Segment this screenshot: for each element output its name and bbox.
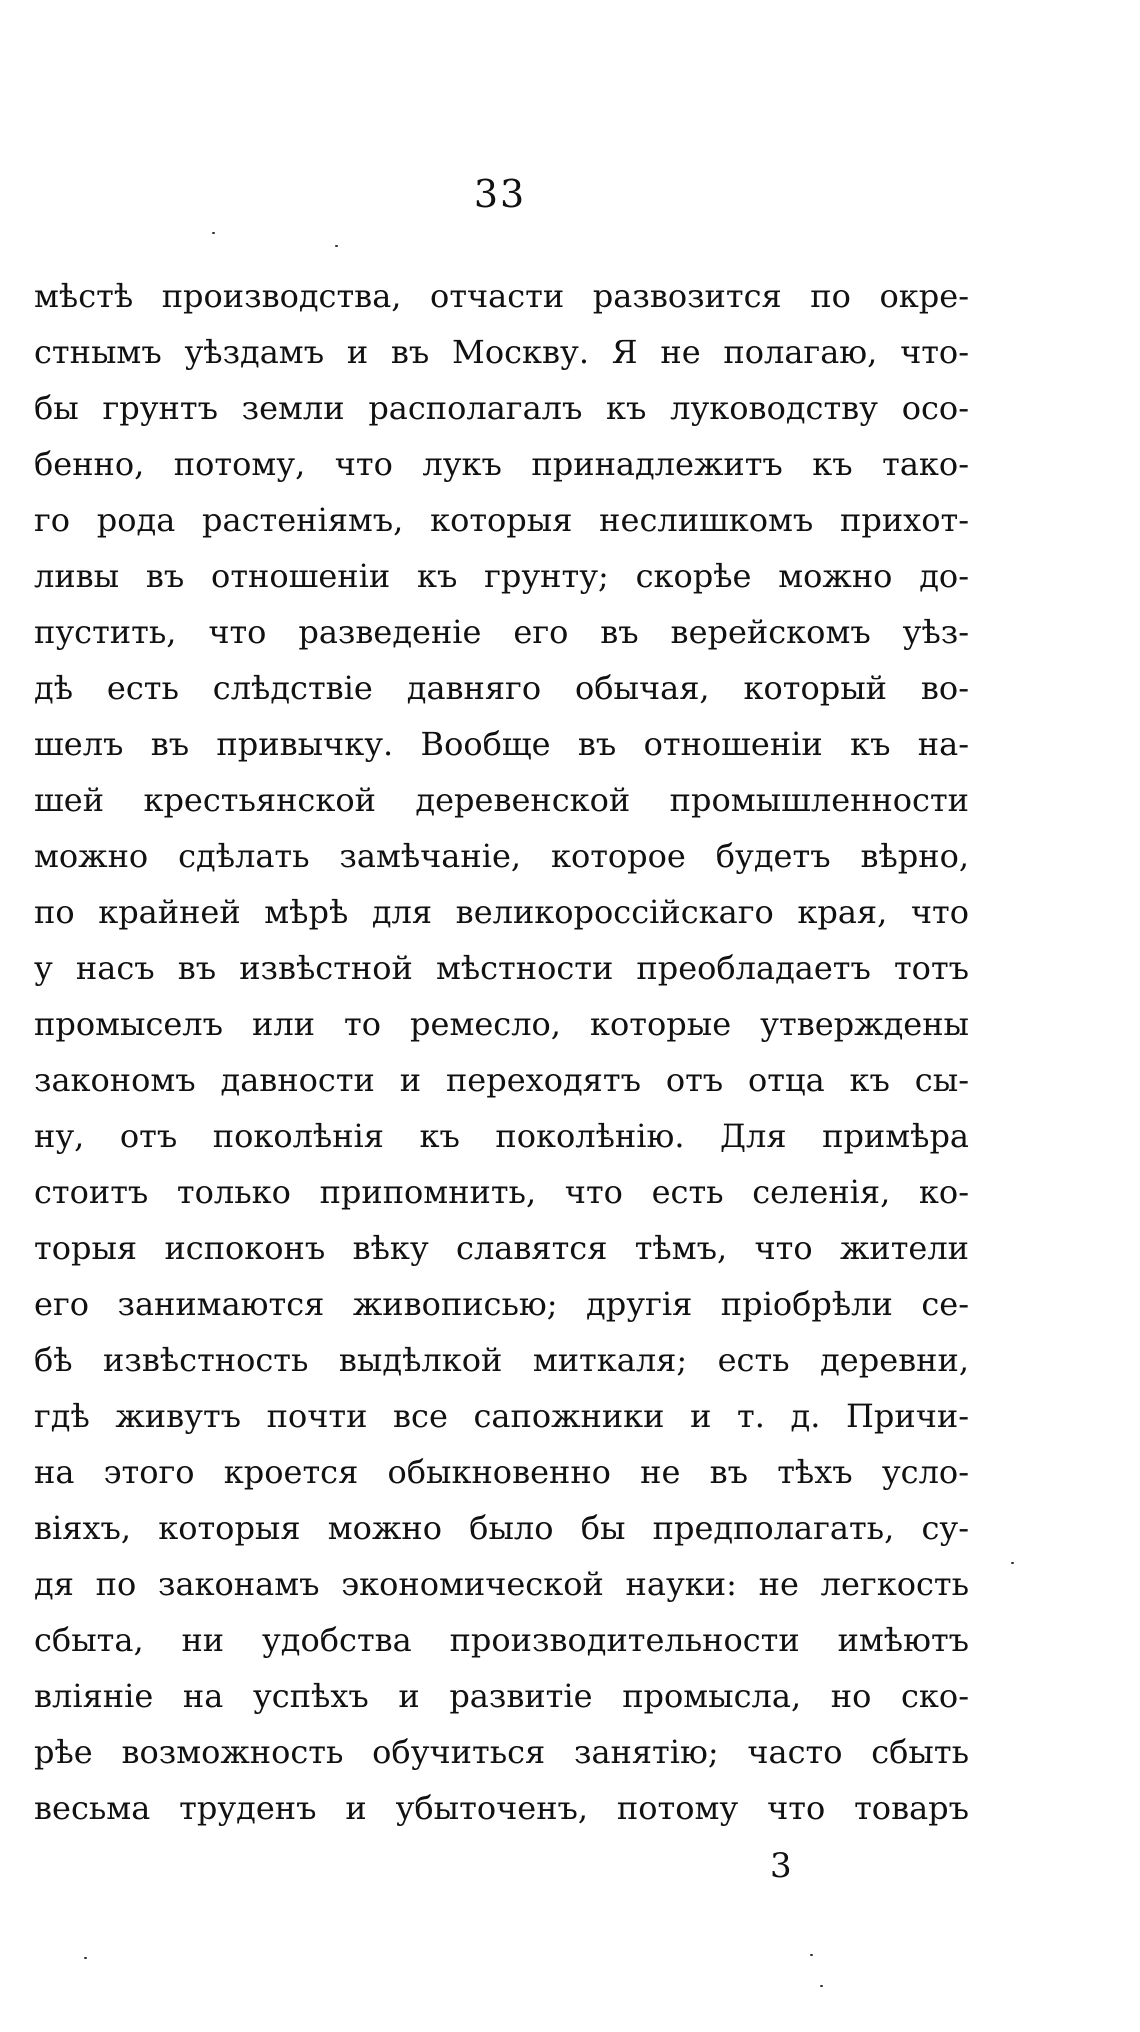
text-line: торыя испоконъ вѣку славятся тѣмъ, что жители: [34, 1229, 969, 1267]
text-line: мѣстѣ производства, отчасти развозится по окре-: [34, 277, 969, 315]
text-line: шелъ въ привычку. Вообще въ отношеніи къ на-: [34, 725, 969, 763]
scan-speck: [212, 232, 215, 234]
text-line: ливы въ отношеніи къ грунту; скорѣе можно до-: [34, 557, 969, 595]
text-line: стнымъ уѣздамъ и въ Москву. Я не полагаю, что-: [34, 333, 969, 371]
text-line: шей крестьянской деревенской промышленности: [34, 781, 969, 819]
signature-mark: 3: [770, 1846, 792, 1886]
text-line: віяхъ, которыя можно было бы предполагать, су-: [34, 1509, 969, 1547]
text-line: пустить, что разведеніе его въ верейскомъ уѣз-: [34, 613, 969, 651]
text-line: ну, отъ поколѣнія къ поколѣнію. Для примѣра: [34, 1117, 969, 1155]
text-line: его занимаются живописью; другія пріобрѣли се-: [34, 1285, 969, 1323]
scan-speck: [820, 1985, 823, 1987]
text-line: у насъ въ извѣстной мѣстности преобладаетъ тотъ: [34, 949, 969, 987]
text-line: сбыта, ни удобства производительности имѣютъ: [34, 1621, 969, 1659]
text-line: рѣе возможность обучиться занятію; часто сбыть: [34, 1733, 969, 1771]
text-line: промыселъ или то ремесло, которые утверждены: [34, 1005, 969, 1043]
text-line: весьма труденъ и убыточенъ, потому что товаръ: [34, 1789, 969, 1827]
scan-speck: [84, 1957, 87, 1959]
text-line: дѣ есть слѣдствіе давняго обычая, который во-: [34, 669, 969, 707]
body-text: [34, 268, 969, 1836]
scan-speck: [335, 245, 338, 247]
text-line: вліяніе на успѣхъ и развитіе промысла, но ско-: [34, 1677, 969, 1715]
text-line: можно сдѣлать замѣчаніе, которое будетъ вѣрно,: [34, 837, 969, 875]
page-number: 33: [473, 172, 527, 216]
scan-speck: [810, 1954, 813, 1956]
text-line: по крайней мѣрѣ для великороссійскаго края, что: [34, 893, 969, 931]
text-line: на этого кроется обыкновенно не въ тѣхъ усло-: [34, 1453, 969, 1491]
text-line: бѣ извѣстность выдѣлкой миткаля; есть деревни,: [34, 1341, 969, 1379]
text-line: дя по законамъ экономической науки: не легкость: [34, 1565, 969, 1603]
scan-speck: [1011, 1562, 1014, 1564]
text-line: го рода растеніямъ, которыя неслишкомъ прихот-: [34, 501, 969, 539]
text-line: стоитъ только припомнить, что есть селенія, ко-: [34, 1173, 969, 1211]
text-line: гдѣ живутъ почти все сапожники и т. д. Причи-: [34, 1397, 969, 1435]
text-line: бенно, потому, что лукъ принадлежитъ къ тако-: [34, 445, 969, 483]
text-line: закономъ давности и переходятъ отъ отца къ сы-: [34, 1061, 969, 1099]
text-line: бы грунтъ земли располагалъ къ луководству осо-: [34, 389, 969, 427]
